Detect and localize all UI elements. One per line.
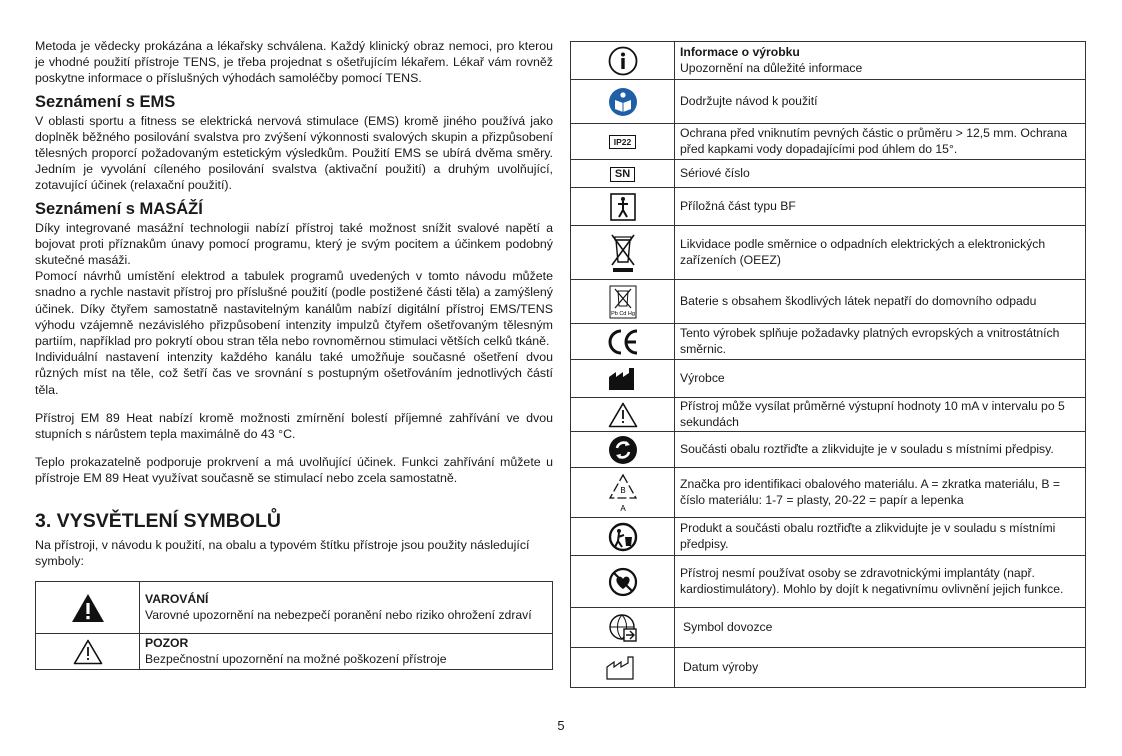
table-row [571, 42, 1086, 80]
left-symbol-table [35, 581, 553, 670]
table-row [571, 226, 1086, 280]
no-pacemaker-icon [571, 567, 674, 597]
table-row [571, 360, 1086, 398]
massage-paragraph-1: Díky integrované masážní technologii nabízí přístroj také možnost snížit svalové napětí a bojovat proti příznakům únavy pomocí programu, který je svým pocitem a účinkem podobný skutečné masáži. [35, 220, 553, 268]
symbols-intro: Na přístroji, v návodu k použití, na obalu a typovém štítku přístroje jsou použity následující symboly: [35, 537, 530, 568]
caution-icon [36, 639, 139, 665]
symbol-title: Informace o výrobku [680, 45, 800, 59]
symbol-description [140, 634, 553, 670]
recycle-icon [571, 435, 674, 465]
table-row [571, 280, 1086, 324]
symbol-text: Tento výrobek splňuje požadavky platných evropských a vnitrostátních směrnic. [675, 324, 1086, 360]
bf-part-icon [571, 193, 674, 221]
table-row [571, 80, 1086, 124]
page-number: 5 [557, 718, 565, 733]
symbol-text: Symbol dovozce [675, 608, 1086, 648]
right-symbol-table [570, 41, 1086, 688]
table-row [571, 160, 1086, 188]
symbol-cell [36, 634, 140, 670]
heat-paragraph: Přístroj EM 89 Heat nabízí kromě možnosti zmírnění bolestí příjemné zahřívání ve dvou stupních s nárůstem tepla maximálně do 43 °C. [35, 410, 553, 442]
symbol-title: POZOR [145, 636, 189, 651]
material-abbrev-label: A [619, 503, 626, 513]
material-code-icon [571, 472, 674, 514]
table-row [571, 556, 1086, 608]
ce-mark-icon [571, 329, 674, 355]
sort-dispose-icon [571, 522, 674, 552]
table-row [571, 648, 1086, 688]
symbol-title: VAROVÁNÍ [145, 592, 209, 607]
table-row [36, 634, 553, 670]
manufacturer-icon [571, 367, 674, 391]
serial-number-icon [610, 166, 635, 180]
symbol-text: Likvidace podle směrnice o odpadních elektrických a elektronických zařízeních (OEEZ) [675, 226, 1086, 280]
massage-paragraph-2: Pomocí návrhů umístění elektrod a tabulek programů uvedených v tomto návodu můžete snadno a rychle nastavit přístroj pro příslušné použití (podle postižené části těla) a zamýšlený účinek. Díky čtyřem samostatně nastavitelným kanálům nabízí digitální přístroj EMS/TENS výhodu vzájemně nezávislého přizpůsobení intenzity impulzů čtyřem ošetřovaným tělesným partiím, například pro pokrytí obou stran těla nebo rovnoměrnou stimulaci větších celků tkáně. [35, 269, 553, 349]
battery-metals-label: Pb Cd Hg [610, 310, 635, 317]
symbol-text: Upozornění na důležité informace [680, 60, 863, 75]
table-row [571, 398, 1086, 432]
importer-icon [571, 613, 674, 643]
battery-waste-icon [571, 285, 674, 319]
table-row [571, 188, 1086, 226]
table-row [571, 518, 1086, 556]
read-manual-icon [571, 87, 674, 117]
symbol-text: Produkt a součásti obalu roztřiďte a zlikvidujte je v souladu s místními předpisy. [675, 518, 1086, 556]
material-number-label: B [619, 485, 626, 495]
table-row [571, 324, 1086, 360]
symbol-text: Bezpečnostní upozornění na možné poškození přístroje [145, 651, 447, 666]
table-row [571, 432, 1086, 468]
symbol-text: Značka pro identifikaci obalového materiálu. A = zkratka materiálu, B = číslo materiálu: 1-7 = plasty, 20-22 = papír a lepenka [675, 468, 1086, 518]
symbol-cell [36, 582, 140, 634]
symbol-text: Součásti obalu roztřiďte a zlikvidujte je v souladu s místními předpisy. [675, 432, 1086, 468]
symbol-text: Přístroj může vysílat průměrné výstupní hodnoty 10 mA v intervalu po 5 sekundách [675, 398, 1086, 432]
massage-paragraph-3: Individuální nastavení intenzity každého kanálu také umožňuje současné ošetření dvou různých míst na těle, což šetří čas ve srovnání s postupným ošetřováním jednotlivých částí těla. [35, 350, 553, 397]
weee-bin-icon [571, 232, 674, 274]
symbol-text: Datum výroby [675, 648, 1086, 688]
ip22-label: IP22 [609, 135, 637, 149]
symbol-text: Sériové číslo [675, 160, 1086, 188]
heat-effect-paragraph: Teplo prokazatelně podporuje prokrvení a má uvolňující účinek. Funkci zahřívání můžete u přístroje EM 89 Heat využívat současně se stimulací nebo zcela samostatně. [35, 455, 553, 486]
table-row [571, 124, 1086, 160]
serial-number-label: SN [610, 167, 635, 182]
ip22-label-icon [609, 134, 637, 148]
warning-filled-icon [36, 593, 139, 623]
symbol-description [140, 582, 553, 634]
symbol-text: Ochrana před vniknutím pevných částic o průměru > 12,5 mm. Ochrana před kapkami vody dopadajícími pod úhlem do 15°. [675, 124, 1086, 160]
right-column [570, 41, 1086, 688]
left-column [35, 38, 553, 670]
table-row [36, 582, 553, 634]
manufacture-date-icon [571, 656, 674, 680]
symbols-heading: 3. VYSVĚTLENÍ SYMBOLŮ [35, 509, 281, 532]
symbol-text: Varovné upozornění na nebezpečí poranění nebo riziko ohrožení zdraví [145, 607, 532, 622]
table-row [571, 608, 1086, 648]
massage-heading: Seznámení s MASÁŽÍ [35, 199, 203, 218]
symbol-text: Přístroj nesmí používat osoby se zdravotnickými implantáty (např. kardiostimulátory). Mohlo by dojít k negativnímu ovlivnění jejich funkce. [675, 556, 1086, 608]
intro-paragraph: Metoda je vědecky prokázána a lékařsky schválena. Každý klinický obraz nemoci, pro kterou je vhodné použití přístroje TENS, je třeba projednat s ošetřujícím lékařem. Lékař vám rovněž poskytne informace o příslušných výhodách samoléčby pomocí TENS. [35, 39, 553, 86]
table-row [571, 468, 1086, 518]
caution-icon [571, 402, 674, 428]
symbol-text: Výrobce [675, 360, 1086, 398]
symbol-text: Příložná část typu BF [675, 188, 1086, 226]
symbol-text: Dodržujte návod k použití [675, 80, 1086, 124]
ems-paragraph: V oblasti sportu a fitness se elektrická nervová stimulace (EMS) kromě jiného používá jako doplněk běžného posilování svalstva pro zvýšení výkonnosti svalových skupin a přizpůsobení tělesných proporcí požadovaným estetickým výsledkům. Použití EMS se ubírá dvěma směry. Jedním je vyvolání cíleného posilování svalstva (aktivační použití) a druhým uvolňující, zotavující účinek (relaxační použití). [35, 113, 553, 193]
info-icon [571, 46, 674, 76]
ems-heading: Seznámení s EMS [35, 92, 176, 111]
symbol-text: Baterie s obsahem škodlivých látek nepatří do domovního odpadu [675, 280, 1086, 324]
